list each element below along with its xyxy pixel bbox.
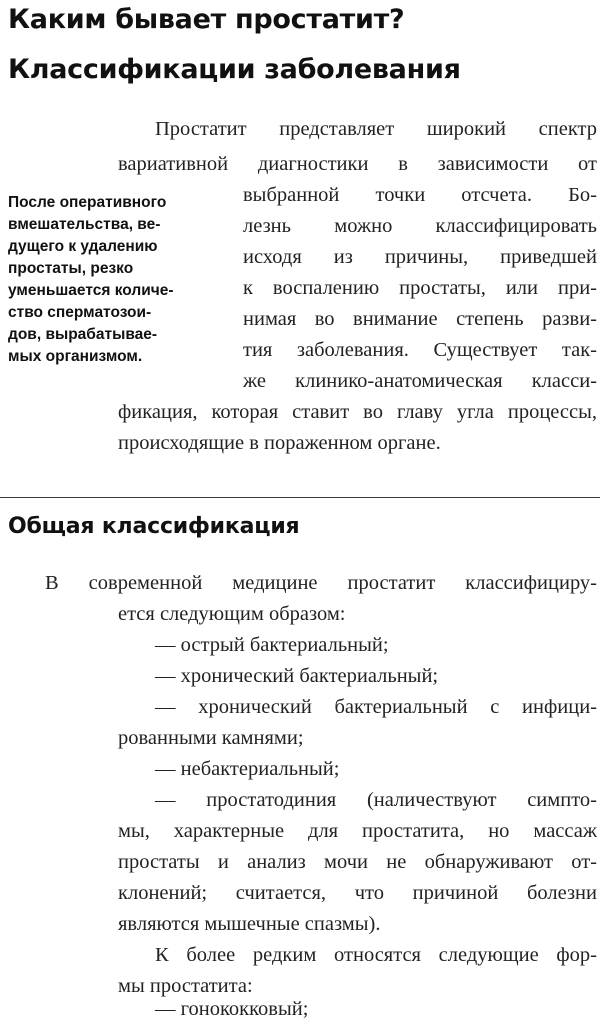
sidenote-line: простаты, резко: [8, 260, 134, 277]
list-item: — небактериальный;: [155, 758, 340, 780]
sidenote-line: мых организмом.: [8, 348, 143, 365]
list-item: — острый бактериальный;: [155, 634, 389, 656]
list-item-continuation: рованными камнями;: [118, 727, 304, 749]
section-divider: [0, 497, 600, 498]
list-item-continuation: простаты и анализ мочи не обнаруживают от-: [118, 851, 597, 873]
sidenote-line: дов, вырабатывае-: [8, 326, 158, 343]
intro-line: нимая во внимание степень разви-: [243, 308, 597, 330]
intro-line: тия заболевания. Существует так-: [243, 339, 597, 361]
list-item-continuation: клонений; считается, что причиной болезни: [118, 882, 597, 904]
intro-line: происходящие в пораженном органе.: [118, 432, 441, 454]
list-item-continuation: мы, характерные для простатита, но массаж: [118, 820, 597, 842]
section-title: Общая классификация: [8, 514, 300, 539]
list-item-continuation: являются мышечные спазмы).: [118, 913, 381, 935]
page-title-line-2: Классификации заболевания: [8, 54, 461, 85]
classification-line: В современной медицине простатит классифициру-: [45, 572, 597, 594]
intro-line: к воспалению простаты, или при-: [243, 277, 597, 299]
list-item: — простатодиния (наличествуют симпто-: [155, 789, 597, 811]
intro-line: Простатит представляет широкий спектр: [155, 118, 597, 140]
intro-line: лезнь можно классифицировать: [243, 215, 597, 237]
intro-line: вариативной диагностики в зависимости от: [118, 153, 597, 175]
list-item: — хронический бактериальный с инфици-: [155, 696, 597, 718]
classification-line: ется следующим образом:: [118, 603, 346, 625]
sidenote-line: вмешательства, ве-: [8, 216, 161, 233]
intro-line: исходя из причины, приведшей: [243, 246, 597, 268]
intro-line: фикация, которая ставит во главу угла процессы,: [118, 401, 597, 423]
list-item: — хронический бактериальный;: [155, 665, 439, 687]
page-title-line-1: Каким бывает простатит?: [8, 4, 405, 35]
intro-line: выбранной точки отсчета. Бо-: [243, 184, 597, 206]
sidenote-line: ство сперматозои-: [8, 304, 152, 321]
sidenote-line: уменьшается количе-: [8, 282, 174, 299]
intro-line: же клинико-анатомическая класси-: [243, 370, 597, 392]
sidenote-line: дущего к удалению: [8, 238, 158, 255]
classification-line: К более редким относятся следующие фор-: [155, 944, 597, 966]
list-item: — гонококковый;: [155, 998, 309, 1020]
sidenote-line: После оперативного: [8, 194, 167, 211]
classification-line: мы простатита:: [118, 975, 253, 997]
